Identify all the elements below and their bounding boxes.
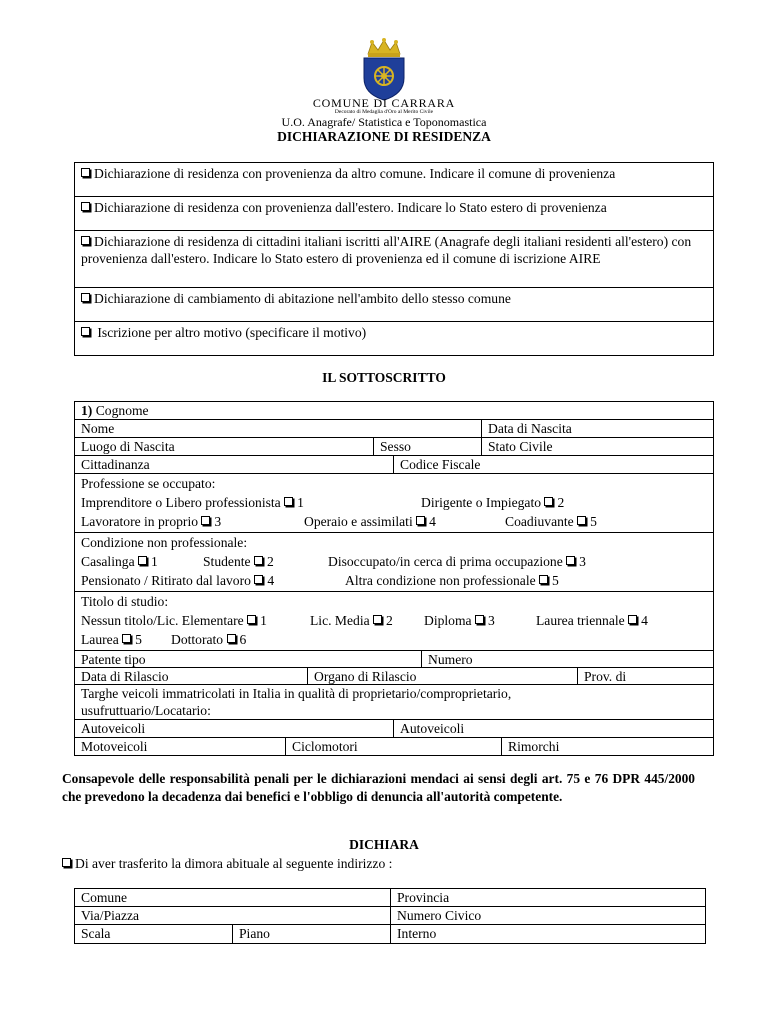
section-heading-sottoscritto: IL SOTTOSCRITTO bbox=[322, 370, 446, 385]
field-cognome[interactable]: 1) Cognome bbox=[81, 403, 149, 418]
field-sesso[interactable]: Sesso bbox=[373, 438, 481, 455]
field-organo-rilascio[interactable]: Organo di Rilascio bbox=[307, 668, 577, 684]
comune-motto: Decorato di Medaglia d'Oro al Merito Civile bbox=[334, 109, 434, 115]
option-estero[interactable]: Dichiarazione di residenza con provenienza dall'estero. Indicare lo Stato estero di provenienza bbox=[75, 197, 713, 231]
checkbox-icon[interactable] bbox=[254, 575, 263, 584]
checkbox-icon[interactable] bbox=[81, 327, 90, 336]
row-autoveicoli bbox=[75, 720, 713, 738]
checkbox-icon[interactable] bbox=[254, 556, 263, 565]
option-trasferito[interactable]: Di aver trasferito la dimora abituale al seguente indirizzo : bbox=[62, 856, 392, 872]
checkbox-icon[interactable] bbox=[227, 634, 236, 643]
field-piano[interactable]: Piano bbox=[232, 925, 390, 943]
field-cittadinanza[interactable]: Cittadinanza bbox=[81, 457, 150, 472]
crest-icon bbox=[358, 38, 410, 102]
checkbox-icon[interactable] bbox=[62, 858, 71, 867]
checkbox-icon[interactable] bbox=[475, 615, 484, 624]
option-cambio-abitazione[interactable]: Dichiarazione di cambiamento di abitazione nell'ambito dello stesso comune bbox=[75, 288, 713, 322]
checkbox-icon[interactable] bbox=[539, 575, 548, 584]
row-targhe bbox=[75, 685, 713, 720]
option-studente[interactable]: Studente 2 bbox=[203, 554, 274, 569]
option-diploma[interactable]: Diploma 3 bbox=[424, 613, 495, 628]
checkbox-icon[interactable] bbox=[81, 168, 90, 177]
row-scala bbox=[75, 925, 705, 943]
option-imprenditore[interactable]: Imprenditore o Libero professionista 1 bbox=[81, 495, 304, 510]
option-lic-media[interactable]: Lic. Media 2 bbox=[310, 613, 393, 628]
field-comune[interactable]: Comune bbox=[81, 890, 128, 905]
field-rimorchi[interactable]: Rimorchi bbox=[501, 738, 713, 755]
checkbox-icon[interactable] bbox=[416, 516, 425, 525]
option-casalinga[interactable]: Casalinga 1 bbox=[81, 554, 158, 569]
option-coadiuvante[interactable]: Coadiuvante 5 bbox=[505, 514, 597, 529]
field-via-piazza[interactable]: Via/Piazza bbox=[81, 908, 140, 923]
field-data-nascita[interactable]: Data di Nascita bbox=[481, 420, 713, 437]
field-patente-tipo[interactable]: Patente tipo bbox=[81, 652, 146, 667]
field-luogo-nascita[interactable]: Luogo di Nascita bbox=[81, 439, 175, 454]
field-interno[interactable]: Interno bbox=[390, 925, 705, 943]
field-autoveicoli-2[interactable]: Autoveicoli bbox=[393, 720, 713, 737]
field-autoveicoli-1[interactable]: Autoveicoli bbox=[81, 721, 146, 736]
checkbox-icon[interactable] bbox=[628, 615, 637, 624]
field-ciclomotori[interactable]: Ciclomotori bbox=[285, 738, 501, 755]
checkbox-icon[interactable] bbox=[284, 497, 293, 506]
checkbox-icon[interactable] bbox=[81, 236, 90, 245]
option-laurea-triennale[interactable]: Laurea triennale 4 bbox=[536, 613, 648, 628]
consapevole-text: Consapevole delle responsabilità penali per le dichiarazioni mendaci ai sensi degli art. 75 e 76 DPR 445/2000 che prevedono la decadenza dai benefici e l'obbligo di denuncia all'autorità competente. bbox=[62, 771, 695, 804]
checkbox-icon[interactable] bbox=[544, 497, 553, 506]
row-comune bbox=[75, 889, 705, 907]
field-data-rilascio[interactable]: Data di Rilascio bbox=[81, 669, 169, 684]
targhe-label-line2: usufruttuario/Locatario: bbox=[81, 703, 211, 718]
field-stato-civile[interactable]: Stato Civile bbox=[481, 438, 713, 455]
declaration-type-box bbox=[74, 162, 714, 356]
checkbox-icon[interactable] bbox=[122, 634, 131, 643]
field-provincia[interactable]: Provincia bbox=[390, 889, 705, 906]
checkbox-icon[interactable] bbox=[201, 516, 210, 525]
option-altra-condizione[interactable]: Altra condizione non professionale 5 bbox=[345, 573, 559, 588]
titolo-label: Titolo di studio: bbox=[81, 594, 169, 609]
row-cittadinanza bbox=[75, 456, 713, 474]
option-dirigente[interactable]: Dirigente o Impiegato 2 bbox=[421, 495, 565, 510]
option-pensionato[interactable]: Pensionato / Ritirato dal lavoro 4 bbox=[81, 573, 275, 588]
row-patente bbox=[75, 651, 713, 668]
row-professione bbox=[75, 474, 713, 533]
personal-data-table bbox=[74, 401, 714, 756]
option-operaio[interactable]: Operaio e assimilati 4 bbox=[304, 514, 436, 529]
field-codice-fiscale[interactable]: Codice Fiscale bbox=[393, 456, 713, 473]
field-numero-civico[interactable]: Numero Civico bbox=[390, 907, 705, 924]
comune-name: COMUNE DI CARRARA bbox=[312, 96, 456, 110]
condizione-label: Condizione non professionale: bbox=[81, 535, 248, 550]
checkbox-icon[interactable] bbox=[247, 615, 256, 624]
professione-label: Professione se occupato: bbox=[81, 476, 216, 491]
option-lavoratore[interactable]: Lavoratore in proprio 3 bbox=[81, 514, 222, 529]
checkbox-icon[interactable] bbox=[577, 516, 586, 525]
checkbox-icon[interactable] bbox=[81, 202, 90, 211]
row-luogo bbox=[75, 438, 713, 456]
checkbox-icon[interactable] bbox=[138, 556, 147, 565]
row-condizione bbox=[75, 533, 713, 592]
row-nome bbox=[75, 420, 713, 438]
field-prov[interactable]: Prov. di bbox=[577, 668, 713, 684]
field-scala[interactable]: Scala bbox=[81, 926, 111, 941]
section-heading-dichiara: DICHIARA bbox=[349, 837, 419, 852]
row-motoveicoli bbox=[75, 738, 713, 755]
checkbox-icon[interactable] bbox=[81, 293, 90, 302]
field-motoveicoli[interactable]: Motoveicoli bbox=[81, 739, 148, 754]
option-dottorato[interactable]: Dottorato 6 bbox=[171, 632, 247, 647]
option-aire[interactable]: Dichiarazione di residenza di cittadini italiani iscritti all'AIRE (Anagrafe degli italiani residenti all'estero) con provenienza dall'estero. Indicare lo Stato estero di provenienza ed il comune di iscrizione AIRE bbox=[75, 231, 713, 288]
row-via bbox=[75, 907, 705, 925]
field-nome[interactable]: Nome bbox=[81, 421, 115, 436]
checkbox-icon[interactable] bbox=[373, 615, 382, 624]
checkbox-icon[interactable] bbox=[566, 556, 575, 565]
option-laurea[interactable]: Laurea 5 bbox=[81, 632, 142, 647]
option-altro-motivo[interactable]: Iscrizione per altro motivo (specificare il motivo) bbox=[75, 322, 713, 355]
row-titolo-studio bbox=[75, 592, 713, 651]
document-title: DICHIARAZIONE DI RESIDENZA bbox=[277, 129, 491, 144]
row-cognome bbox=[75, 402, 713, 420]
field-numero[interactable]: Numero bbox=[421, 651, 713, 667]
office-name: U.O. Anagrafe/ Statistica e Toponomastica bbox=[281, 115, 487, 129]
option-disoccupato[interactable]: Disoccupato/in cerca di prima occupazione 3 bbox=[328, 554, 586, 569]
option-altro-comune[interactable]: Dichiarazione di residenza con provenienza da altro comune. Indicare il comune di provenienza bbox=[75, 163, 713, 197]
address-table bbox=[74, 888, 706, 944]
row-rilascio bbox=[75, 668, 713, 685]
option-nessun-titolo[interactable]: Nessun titolo/Lic. Elementare 1 bbox=[81, 613, 267, 628]
targhe-label-line1: Targhe veicoli immatricolati in Italia in qualità di proprietario/comproprietario, bbox=[81, 686, 512, 701]
